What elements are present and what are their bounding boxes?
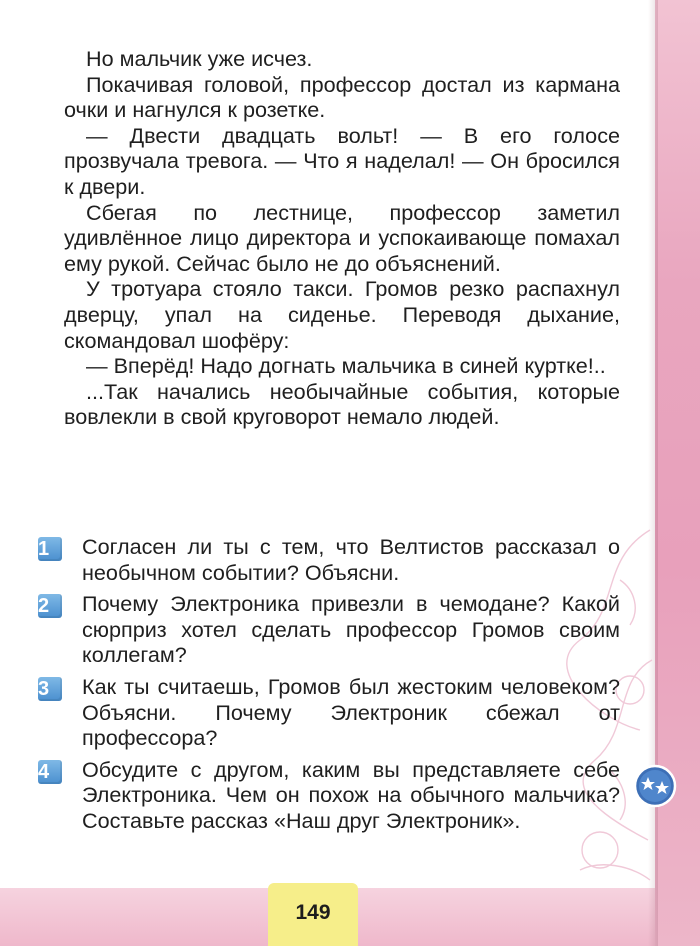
story-paragraph: У тротуара стояло такси. Громов резко распахнул дверцу, упал на сиденье. Переводя дыхание, скомандовал шофёру: bbox=[64, 276, 620, 353]
question-text: Обсудите с другом, каким вы представляете себе Электроника. Чем он похож на обычного мальчика? Составьте рассказ «Наш друг Электроник». bbox=[82, 756, 620, 833]
question-text: Согласен ли ты с тем, что Велтистов рассказал о необычном событии? Объясни. bbox=[82, 534, 620, 585]
story-paragraph: Сбегая по лестнице, профессор заметил удивлённое лицо директора и успокаивающе помахал ему рукой. Сейчас было не до объяснений. bbox=[64, 199, 620, 276]
story-paragraph: — Вперёд! Надо догнать мальчика в синей куртке!.. bbox=[86, 353, 606, 379]
question-text: Как ты считаешь, Громов был жестоким человеком? Объясни. Почему Электроник сбежал от профессора? bbox=[82, 673, 620, 751]
story-paragraph: — Двести двадцать вольт! — В его голосе прозвучала тревога. — Что я наделал! — Он бросился к двери. bbox=[64, 122, 620, 199]
question-number-badge: 2 bbox=[38, 594, 62, 618]
question-item bbox=[38, 534, 620, 585]
question-number-badge: 4 bbox=[38, 760, 62, 784]
questions-list bbox=[38, 534, 620, 840]
question-number-badge: 1 bbox=[38, 537, 62, 561]
story-text bbox=[64, 46, 620, 430]
question-item bbox=[38, 674, 620, 751]
story-paragraph: Покачивая головой, профессор достал из кармана очки и нагнулся к розетке. bbox=[64, 71, 620, 123]
question-item bbox=[38, 757, 620, 834]
page-number: 149 bbox=[295, 901, 331, 924]
question-item bbox=[38, 591, 620, 668]
pair-work-icon bbox=[633, 764, 677, 808]
page-number-tab bbox=[268, 883, 358, 946]
story-paragraph: Но мальчик уже исчез. bbox=[86, 46, 313, 71]
question-number-badge: 3 bbox=[38, 677, 62, 701]
story-paragraph: ...Так начались необычайные события, которые вовлекли в свой круговорот немало людей. bbox=[64, 378, 620, 430]
question-text: Почему Электроника привезли в чемодане? Какой сюрприз хотел сделать профессор Громов своим коллегам? bbox=[82, 591, 620, 668]
